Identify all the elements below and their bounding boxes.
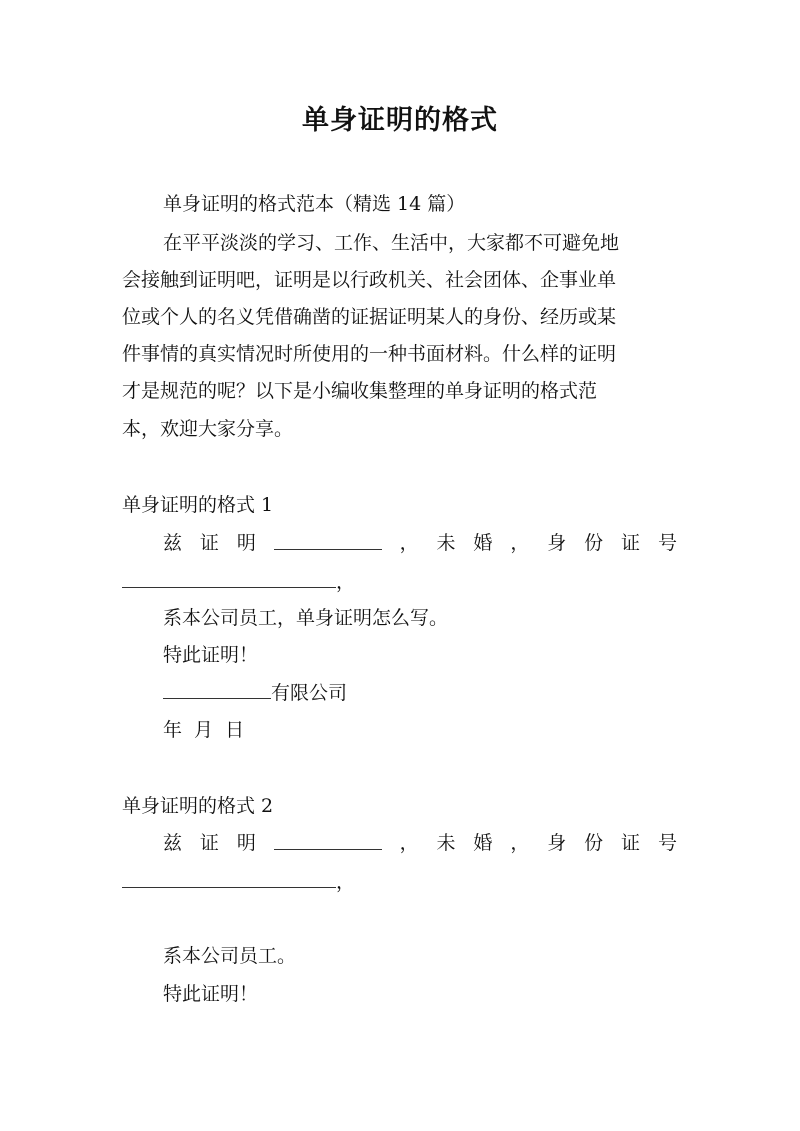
id-word: 号 — [657, 832, 677, 854]
comma: ， — [510, 832, 530, 854]
company-suffix: 有限公司 — [271, 682, 348, 704]
employee-line: 系本公司员工。 — [163, 945, 297, 967]
single-word: 未 — [436, 532, 456, 554]
comma: ， — [399, 832, 419, 854]
cert-word: 明 — [236, 832, 256, 854]
name-blank — [274, 829, 382, 850]
intro-line: 件事情的真实情况时所使用的一种书面材料。什么样的证明 — [122, 343, 617, 365]
end-comma: ， — [336, 871, 356, 893]
id-number-line — [122, 867, 355, 896]
date-line: 年 月 日 — [163, 719, 245, 741]
special-line: 特此证明！ — [163, 644, 259, 666]
id-word: 证 — [621, 832, 641, 854]
cert-word: 兹 — [163, 832, 183, 854]
comma: ， — [399, 532, 419, 554]
page-title: 单身证明的格式 — [302, 105, 498, 136]
id-number-blank — [122, 567, 336, 588]
id-word: 身 — [547, 532, 567, 554]
id-word: 份 — [584, 532, 604, 554]
cert-word: 兹 — [163, 532, 183, 554]
certification-line — [163, 529, 677, 557]
company-line — [163, 678, 347, 707]
single-word: 婚 — [473, 532, 493, 554]
intro-line: 本，欢迎大家分享。 — [122, 418, 294, 440]
id-number-line — [122, 567, 355, 596]
section-heading: 单身证明的格式 1 — [122, 494, 274, 516]
id-word: 身 — [547, 832, 567, 854]
employee-line: 系本公司员工，单身证明怎么写。 — [163, 607, 449, 629]
special-line: 特此证明！ — [163, 983, 259, 1005]
section-heading: 单身证明的格式 2 — [122, 795, 274, 817]
intro-line: 在平平淡淡的学习、工作、生活中，大家都不可避免地 — [163, 232, 620, 254]
cert-word: 证 — [199, 832, 219, 854]
name-blank — [274, 529, 382, 550]
subtitle: 单身证明的格式范本（精选 14 篇） — [163, 193, 466, 215]
id-word: 号 — [657, 532, 677, 554]
cert-word: 明 — [236, 532, 256, 554]
company-blank — [163, 678, 271, 699]
end-comma: ， — [336, 571, 356, 593]
comma: ， — [510, 532, 530, 554]
single-word: 未 — [436, 832, 456, 854]
id-word: 份 — [584, 832, 604, 854]
certification-line — [163, 829, 677, 857]
intro-line: 才是规范的呢？以下是小编收集整理的单身证明的格式范 — [122, 380, 598, 402]
intro-line: 位或个人的名义凭借确凿的证据证明某人的身份、经历或某 — [122, 306, 617, 328]
single-word: 婚 — [473, 832, 493, 854]
intro-line: 会接触到证明吧，证明是以行政机关、社会团体、企事业单 — [122, 269, 617, 291]
id-number-blank — [122, 867, 336, 888]
id-word: 证 — [621, 532, 641, 554]
cert-word: 证 — [199, 532, 219, 554]
